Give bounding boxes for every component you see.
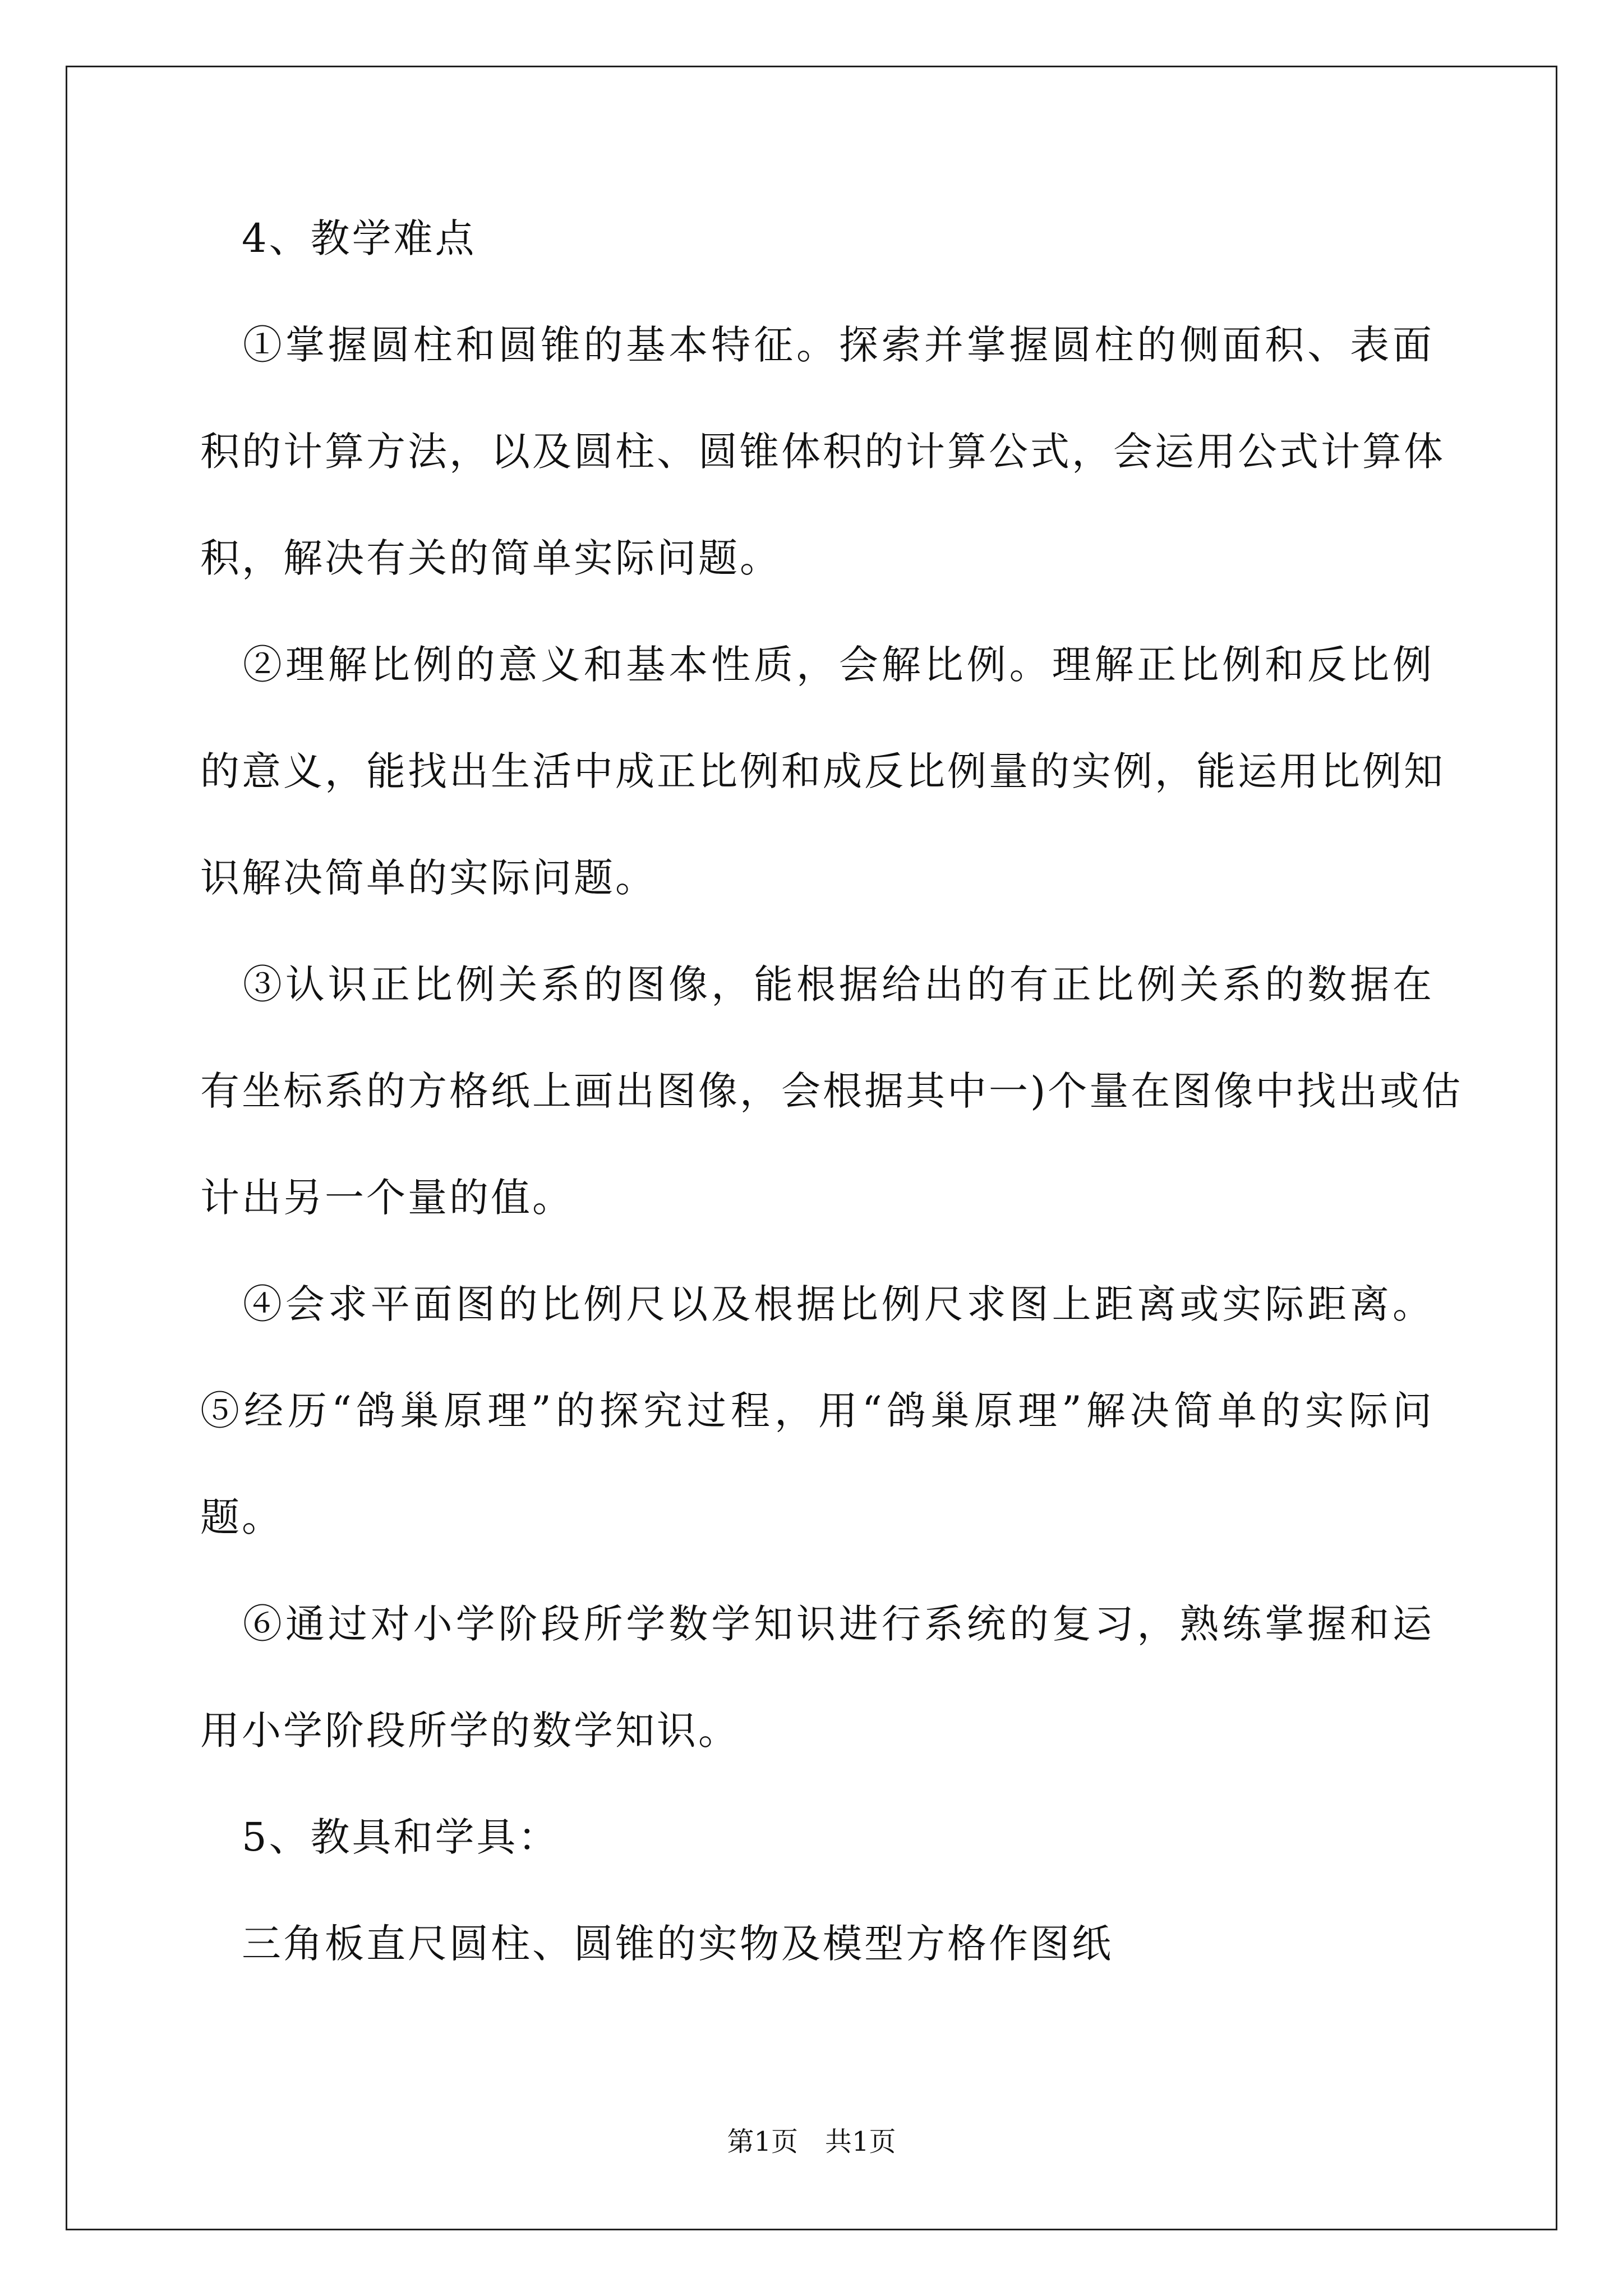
paragraph-2-line-2: 的意义，能找出生活中成正比例和成反比例量的实例，能运用比例知 — [200, 748, 1445, 794]
paragraph-3-line-2: 有坐标系的方格纸上画出图像，会根据其中一)个量在图像中找出或估 — [200, 1068, 1463, 1114]
paragraph-5-line-1: ⑤经历“鸽巢原理”的探究过程，用“鸽巢原理”解决简单的实际问 — [200, 1388, 1434, 1434]
paragraph-1-line-1: ①掌握圆柱和圆锥的基本特征。探索并掌握圆柱的侧面积、表面 — [200, 322, 1434, 368]
paragraph-1-line-3: 积，解决有关的简单实际问题。 — [200, 535, 781, 581]
page-number-footer: 第1页 共1页 — [727, 2126, 896, 2157]
paragraph-1-line-2: 积的计算方法，以及圆柱、圆锥体积的计算公式，会运用公式计算体 — [200, 429, 1445, 475]
paragraph-2-line-3: 识解决简单的实际问题。 — [200, 855, 657, 901]
paragraph-6-line-1: ⑥通过对小学阶段所学数学知识进行系统的复习，熟练掌握和运 — [200, 1601, 1434, 1647]
paragraph-6-line-2: 用小学阶段所学的数学知识。 — [200, 1708, 740, 1754]
paragraph-5-line-2: 题。 — [200, 1494, 283, 1540]
paragraph-4-line-1: ④会求平面图的比例尺以及根据比例尺求图上距离或实际距离。 — [200, 1281, 1434, 1327]
heading-teaching-tools: 5、教具和学具： — [200, 1814, 560, 1860]
paragraph-2-line-1: ②理解比例的意义和基本性质，会解比例。理解正比例和反比例 — [200, 642, 1434, 688]
paragraph-3-line-3: 计出另一个量的值。 — [200, 1175, 574, 1221]
teaching-tools-list: 三角板直尺圆柱、圆锥的实物及模型方格作图纸 — [200, 1921, 1113, 1967]
paragraph-3-line-1: ③认识正比例关系的图像，能根据给出的有正比例关系的数据在 — [200, 961, 1434, 1007]
page-frame — [66, 66, 1557, 2230]
heading-teaching-difficulties: 4、教学难点 — [200, 215, 477, 261]
